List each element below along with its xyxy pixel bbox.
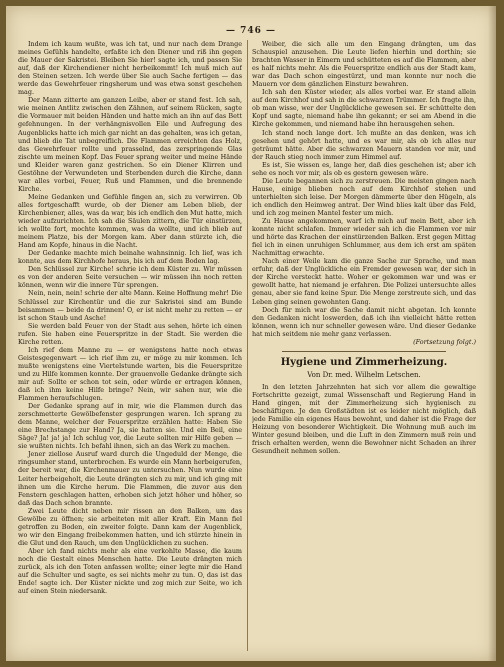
article-author: Von Dr. med. Wilhelm Letschen. — [307, 370, 421, 379]
left-paragraph: Meine Gedanken und Gefühle fingen an, sich zu verwirren. Ob alles fortgeschafft wurde, ob der Diener am Leben blieb, der Kirchenbiener, alles, was da war, bis ich endlich den Mut hatte, mich wieder aufzurichten. Ich sah die Säulen zittern, die Tür einstürzen, ich wollte fort, mochte kommen, was da wollte, und ich blieb auf meinem Platze, bis der Morgen kam. Aber dann stürzte ich, die Hand am Kopfe, hinaus in die Nacht. — [18, 192, 242, 250]
right-column — [252, 40, 476, 653]
left-paragraph: Ich rief dem Manne zu — er wenigstens hatte noch etwas Geistesgegenwart — ich rief ihm zu, er möge zu mir kommen. Ich mußte wenigstens eine Viertelstunde warten, bis die Feuerspritze und zu Hilfe kommen konnte. Der grauenvolle Gedanke drängte sich mir auf: Sollte er schon tot sein, oder würde er ertragen können, daß ich ihm keine Hilfe bringe? Nein, wir sahen nur, wie die Flammen heraufschlugen. — [18, 345, 242, 403]
newspaper-page — [6, 6, 496, 661]
left-paragraph: Der Gedanke sprang auf in mir, wie die Flammen durch das zerschmetterte Gewölbefenster gesprungen waren. Ich sprang zu dem Manne, welcher der Feuerspritze erzählen hatte: Haben Sie eine Brechstange zur Hand? Ja, sie hatten sie. Und ein Beil, eine Säge? Ja! ja! ja! Ich schlug vor, die Leute sollten mir Hilfe geben — sie wußten nichts. Ich befahl ihnen, sich an das Werk zu machen. — [18, 402, 242, 451]
column-divider — [247, 40, 248, 651]
left-paragraph: Sie werden bald Feuer von der Stadt aus sehen, hörte ich einen rufen. Sie haben eine Feuerspritze in der Stadt. Sie werden die Kirche retten. — [18, 321, 242, 346]
page-number: — 746 — — [225, 26, 277, 36]
right-paragraph: Doch für mich war die Sache damit nicht abgetan. Ich konnte den Gedanken nicht loswerden, daß ich ihn vielleicht hätte retten können, wenn ich nur schneller gewesen wäre. Und dieser Gedanke hat mich seitdem nie mehr ganz verlassen. — [252, 305, 476, 338]
left-paragraph: Zwei Leute dicht neben mir rissen an den Balken, um das Gewölbe zu öffnen; sie arbeiteten mit aller Kraft. Ein Mann fiel getroffen zu Boden, ein zweiter folgte. Dann kam der Augenblick, wo wir den Eingang freibekommen hatten, und ich stürzte hinein in die Glut und den Rauch, um den Unglücklichen zu suchen. — [18, 506, 242, 547]
left-paragraph: Der Gedanke machte mich beinahe wahnsinnig. Ich lief, was ich konnte, aus dem Kirchhofe heraus, bis ich auf dem Boden lag. — [18, 249, 242, 266]
right-paragraph: Ich stand noch lange dort. Ich mußte an das denken, was ich gesehen und gehört hatte, und es war mir, als ob ich alles nur geträumt hätte. Aber die schwarzen Mauern standen vor mir, und der Rauch stieg noch immer zum Himmel auf. — [252, 128, 476, 161]
left-paragraph: Den Schlüssel zur Kirche! schrie ich dem Küster zu. Wir müssen es von der anderen Seite versuchen — wir müssen ihn noch retten können, wenn wir die innere Tür sprengen. — [18, 265, 242, 290]
left-paragraph: Nein, nein, nein! schrie der alte Mann. Keine Hoffnung mehr! Die Schlüssel zur Kirchentür und die zur Sakristei sind am Bunde beisammen — beide da drinnen! O, er ist nicht mehr zu retten — er ist schon Staub und Asche! — [18, 289, 242, 322]
left-column — [18, 40, 242, 653]
left-paragraph: Der Mann zitterte am ganzen Leibe, aber er stand fest. Ich sah, wie meinen Antlitz zwischen den Zähnen, auf seinem Rücken, sagte die Vormauer mit beiden Händen und hatte mich an ihn auf das Bett gefehnungen. In der verhängnisvollen Eile und Aufregung des Augenblicks hatte ich mich gar nicht an das gehalten, was ich getan, und blieb die Tat unbegreiflich. Die Flammen erreichten das Holz, das Gewehrfeuer rollte und prasselnd, das zerspringende Glas zischte um meinen Kopf. Das Feuer sprang weiter und meine Hände und Kleider waren ganz gestrichen. So ein Diener Klirren und Gestöhne der Verwundeten und Sterbenden durch die Kirche, dann war alles vorbei, Feuer, Ruß und Flammen, und die brennende Kirche. — [18, 96, 242, 193]
right-paragraph: Nach einer Weile kam die ganze Sache zur Sprache, und man erfuhr, daß der Unglückliche ein Fremder gewesen war, der sich in der Kirche versteckt hatte. Woher er gekommen war und was er gewollt hatte, hat niemand je erfahren. Die Polizei untersuchte alles genau, aber sie fand keine Spur. Die Menge zerstreute sich, und das Leben ging seinen gewohnten Gang. — [252, 257, 476, 306]
article-title: Hygiene und Zimmerheizung. — [280, 356, 448, 368]
left-paragraph: Indem ich kaum wußte, was ich tat, und nur nach dem Drange meines Gefühls handelte, erfaßte ich den Diener und riß ihn gegen die Mauer der Sakristei. Bleiben Sie hier! sagte ich, und passen Sie auf, daß der Kirchendiener nicht herbeikommt! Ich muß mich auf den Steinen setzen. Ich werde über Sie auch Sache fertigen — das werde das Gewehrfeuer ringsherum und was etwa sonst geschehen mag. — [18, 40, 242, 97]
right-paragraph: Es ist, Sie wissen es, lange her, daß dies geschehen ist; aber ich sehe es noch vor mir, als ob es gestern gewesen wäre. — [252, 160, 476, 177]
page-fold-shadow — [488, 6, 496, 661]
right-paragraph: Ich sah den Küster wieder, als alles vorbei war. Er stand allein auf dem Kirchhof und sah in die schwarzen Trümmer. Ich fragte ihn, ob man wisse, wer der Unglückliche gewesen sei. Er schüttelte den Kopf und sagte, niemand habe ihn gekannt; er sei am Abend in die Kirche gekommen, und niemand habe ihn herausgehen sehen. — [252, 88, 476, 129]
left-paragraph: Aber ich fand nichts mehr als eine verkohlte Masse, die kaum noch die Gestalt eines Menschen hatte. Die Leute drängten mich zurück, als ich den Toten anfassen wollte; einer legte mir die Hand auf die Schulter und sagte, es sei nichts mehr zu tun. O, das ist das Ende! sagte ich. Der Küster nickte und zog mich zur Seite, wo ich auf einen Stein niedersank. — [18, 546, 242, 596]
continuation-note: (Fortsetzung folgt.) — [413, 337, 476, 346]
right-paragraph: Die Leute begannen sich zu zerstreuen. Die meisten gingen nach Hause, einige blieben noch auf dem Kirchhof stehen und unterhielten sich leise. Der Morgen dämmerte über den Hügeln, als ich endlich den Heimweg antrat. Der Wind blies kalt über das Feld, und ich zog meinen Mantel fester um mich. — [252, 176, 476, 217]
article-paragraph: In den letzten Jahrzehnten hat sich vor allem die gewaltige Fortschritte gezeigt, zumal Wissenschaft und Regierung Hand in Hand gingen, mit der Zimmerheizung sich hygienisch zu beschäftigen. Je den Großstädten ist es leider nicht möglich, daß jede Familie ein eigenes Haus bewohnt, und daher ist die Frage der Heizung von besonderer Wichtigkeit. Die Wohnung muß auch im Winter gesund bleiben, und die Luft in den Zimmern muß rein und frisch erhalten werden, wenn die Bewohner nicht Schaden an ihrer Gesundheit nehmen sollen. — [252, 382, 476, 456]
right-paragraph: Zu Hause angekommen, warf ich mich auf mein Bett, aber ich konnte nicht schlafen. Immer wieder sah ich die Flammen vor mir und hörte das Krachen der einstürzenden Balken. Erst gegen Mittag fiel ich in einen unruhigen Schlummer, aus dem ich erst am späten Nachmittag erwachte. — [252, 217, 476, 258]
section-separator — [282, 351, 446, 352]
right-paragraph: Weiber, die sich alle um den Eingang drängten, um das Schauspiel anzusehen. Die Leute liefen hierhin und dorthin; sie brachten Wasser in Eimern und schütteten es auf die Flammen, aber es half nichts mehr. Als die Feuerspritze endlich aus der Stadt kam, war das Dach schon eingestürzt, und man konnte nur noch die Mauern vor dem gänzlichen Einsturz bewahren. — [252, 40, 476, 89]
left-paragraph: Jener ziellose Ausruf ward durch die Ungeduld der Menge, die ringsumher stand, unterbrochen. Es wurde ein Mann herbeigerufen, der bereit war, die Kirchenmauer zu untersuchen. Nun wurde eine Leiter herbeigeholt, die Leute drängten sich zu mir, und ich ging mit ihnen um die Kirche herum. Die Flammen, die zuvor aus den Fenstern geschlagen hatten, erhoben sich jetzt höher und höher, so daß das Dach schon brannte. — [18, 450, 242, 507]
